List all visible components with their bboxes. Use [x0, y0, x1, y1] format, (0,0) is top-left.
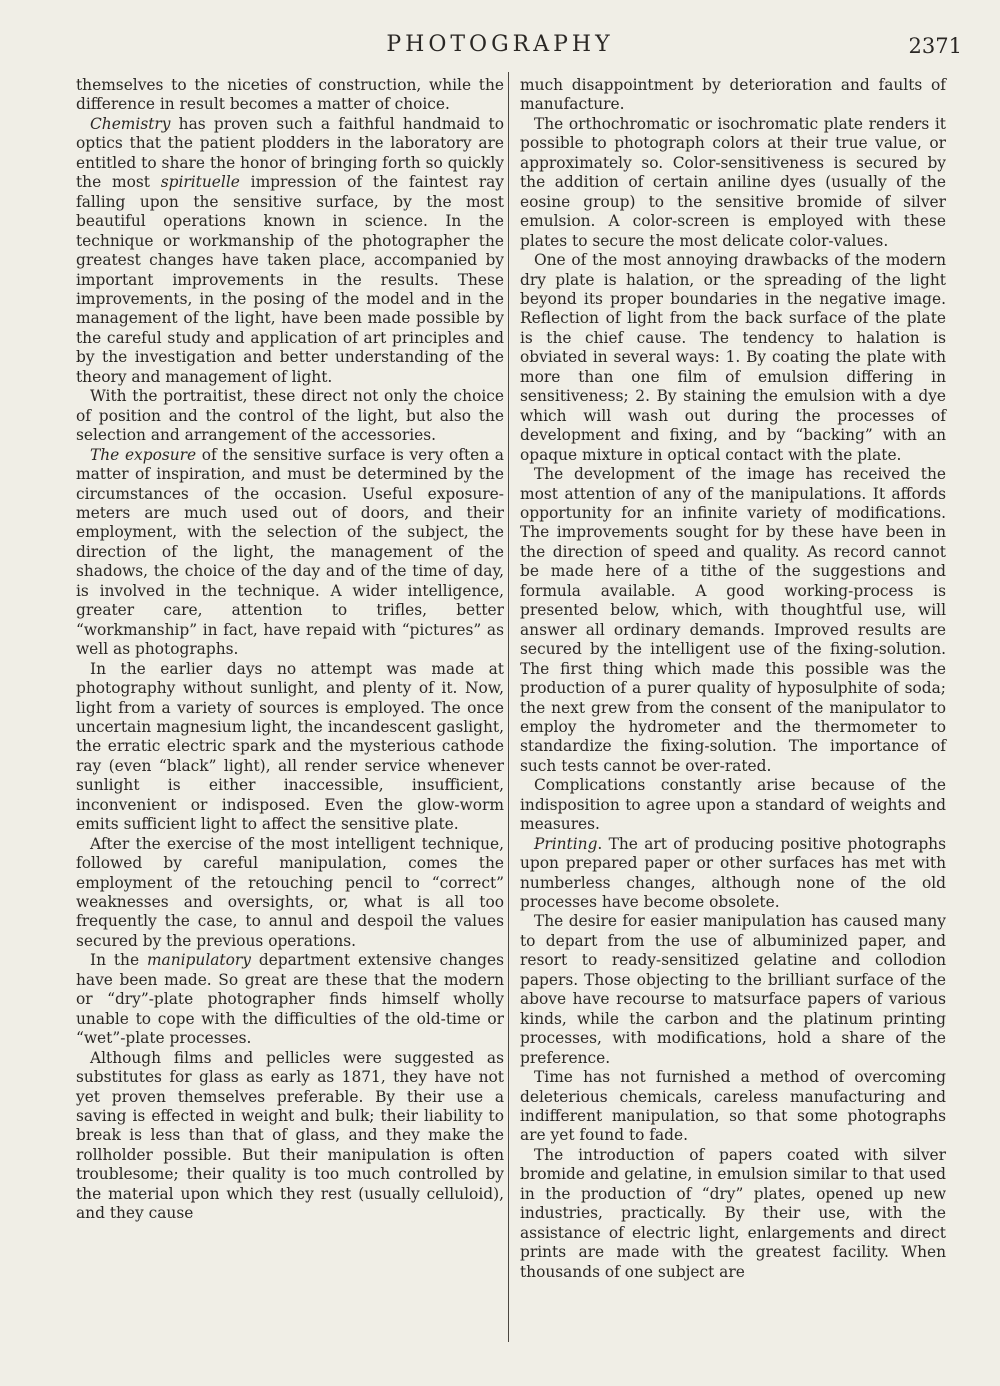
- paragraph-text: department extensive changes have been made. So great are these that the modern or “dry”-plate photographer finds himself wholly unable to cope with the difficulties of the old-time or “wet”-plate processes.: [76, 951, 504, 1048]
- paragraph: [520, 776, 946, 834]
- paragraph: [76, 660, 504, 835]
- paragraph: [520, 835, 946, 913]
- paragraph: [76, 115, 504, 387]
- paragraph-text: impression of the faintest ray falling upon the sensitive surface, by the most beautiful operations known in science. In the technique or workmanship of the photographer the greatest changes have taken place, accompanied by important improvements in the results. These improvements, in the posing of the model and in the management of the light, have been made possible by the careful study and application of art principles and by the investigation and better understanding of the theory and management of light.: [76, 173, 505, 386]
- paragraph: [76, 1049, 504, 1224]
- paragraph: [520, 115, 946, 251]
- right-column: [520, 76, 946, 1282]
- running-head: PHOTOGRAPHY: [386, 32, 614, 57]
- paragraph: [76, 951, 504, 1048]
- paragraph-text: Time has not furnished a method of overcoming deleterious chemicals, careless manufacturing and indifferent manipulation, so that some photographs are yet found to fade.: [520, 1068, 946, 1145]
- paragraph-text: of the sensitive surface is very often a matter of inspiration, and must be determined by the circumstances of the occasion. Useful exposure-meters are much used out of doors, and their employment, with the selection of the subject, the direction of the light, the management of the shadows, the choice of the day and of the time of day, is involved in the technique. A wider intelligence, greater care, attention to trifles, better “workmanship” in fact, have repaid with “pictures” as well as photographs.: [76, 445, 504, 659]
- paragraph-text: The introduction of papers coated with silver bromide and gelatine, in emulsion similar to that used in the production of “dry” plates, opened up new industries, practically. By their use, with the assistance of electric light, enlargements and direct prints are made with the greatest facility. When thousands of one subject are: [520, 1145, 946, 1281]
- paragraph: [76, 387, 504, 445]
- paragraph-text: The development of the image has received the most attention of any of the manipulations. It affords opportunity for an infinite variety of modifications. The improvements sought for by these have been in the direction of speed and quality. As record cannot be made here of a tithe of the suggestions and formula available. A good working-process is presented below, which, with thoughtful use, will answer all ordinary demands. Improved results are secured by the intelligent use of the fixing-solution. The first thing which made this possible was the production of a purer quality of hyposulphite of soda; the next grew from the consent of the manipulator to employ the hydrometer and the thermometer to standardize the fixing-solution. The importance of such tests cannot be over-rated.: [520, 465, 946, 775]
- paragraph: [520, 912, 946, 1068]
- paragraph-text: In the earlier days no attempt was made at photography without sunlight, and plenty of it. Now, light from a variety of sources is employed. The once uncertain magnesium light, the incandescent gaslight, the erratic electric spark and the mysterious cathode ray (even “black” light), all render service whenever sunlight is either inaccessible, insufficient, inconvenient or indisposed. Even the glow-worm emits sufficient light to affect the sensitive plate.: [76, 659, 504, 834]
- paragraph: [520, 1146, 946, 1282]
- paragraph-text: After the exercise of the most intelligent technique, followed by careful manipulation, comes the employment of the retouching pencil to “correct” weaknesses and oversights, or, what is all too frequently the case, to annul and despoil the values secured by the previous operations.: [76, 834, 504, 950]
- paragraph-text: . The art of producing positive photographs upon prepared paper or other surfaces has met with numberless changes, although none of the old processes have become obsolete.: [520, 834, 946, 912]
- italic-lead: Chemistry: [90, 114, 171, 133]
- paragraph: [520, 76, 946, 115]
- paragraph-text: has proven such a faithful handmaid to optics that the patient plodders in the laboratory are entitled to share the honor of bringing forth so quickly the most: [76, 114, 504, 192]
- paragraph-text: One of the most annoying drawbacks of the modern dry plate is halation, or the spreading of the light beyond its proper boundaries in the negative image. Reflection of light from the back surface of the plate is the chief cause. The tendency to halation is obviated in several ways: 1. By coating the plate with more than one film of emulsion differing in sensitiveness; 2. By staining the emulsion with a dye which will wash out during the processes of development and fixing, and by “backing” with an opaque mixture in optical contact with the plate.: [520, 251, 946, 464]
- paragraph-text: Although films and pellicles were suggested as substitutes for glass as early as 1871, they have not yet proven themselves preferable. By their use a saving is effected in weight and bulk; their liability to break is less than that of glass, and they make the rollholder possible. But their manipulation is often troublesome; their quality is too much controlled by the material upon which they rest (usually celluloid), and they cause: [76, 1048, 504, 1223]
- italic-term: spirituelle: [160, 173, 240, 192]
- italic-lead: Printing: [534, 834, 598, 853]
- paragraph-text: With the portraitist, these direct not only the choice of position and the control of the light, but also the selection and arrangement of the accessories.: [76, 387, 504, 445]
- paragraph-text: In the: [90, 951, 147, 970]
- italic-lead: The exposure: [90, 445, 197, 464]
- paragraph-text: Complications constantly arise because of the indisposition to agree upon a standard of weights and measures.: [520, 776, 946, 834]
- page-number: 2371: [908, 34, 962, 58]
- paragraph: [520, 251, 946, 465]
- italic-term: manipulatory: [146, 951, 251, 970]
- paragraph: [76, 835, 504, 952]
- paragraph-text: themselves to the niceties of construction, while the difference in result becomes a matter of choice.: [76, 76, 504, 114]
- paragraph-text: The orthochromatic or isochromatic plate renders it possible to photograph colors at their true value, or approximately so. Color-sensitiveness is secured by the addition of certain aniline dyes (usually of the eosine group) to the sensitive bromide of silver emulsion. A color-screen is employed with these plates to secure the most delicate color-values.: [520, 114, 946, 250]
- paragraph: [76, 446, 504, 660]
- paragraph: [520, 465, 946, 776]
- column-divider: [508, 72, 509, 1342]
- left-column: [76, 76, 504, 1224]
- paragraph-text: The desire for easier manipulation has caused many to depart from the use of albuminized paper, and resort to ready-sensitized gelatine and collodion papers. Those objecting to the brilliant surface of the above have recourse to matsurface papers of various kinds, while the carbon and the platinum printing processes, with modifications, hold a share of the preference.: [520, 912, 946, 1067]
- paragraph: [76, 76, 504, 115]
- paragraph-text: much disappointment by deterioration and faults of manufacture.: [520, 76, 946, 114]
- paragraph: [520, 1068, 946, 1146]
